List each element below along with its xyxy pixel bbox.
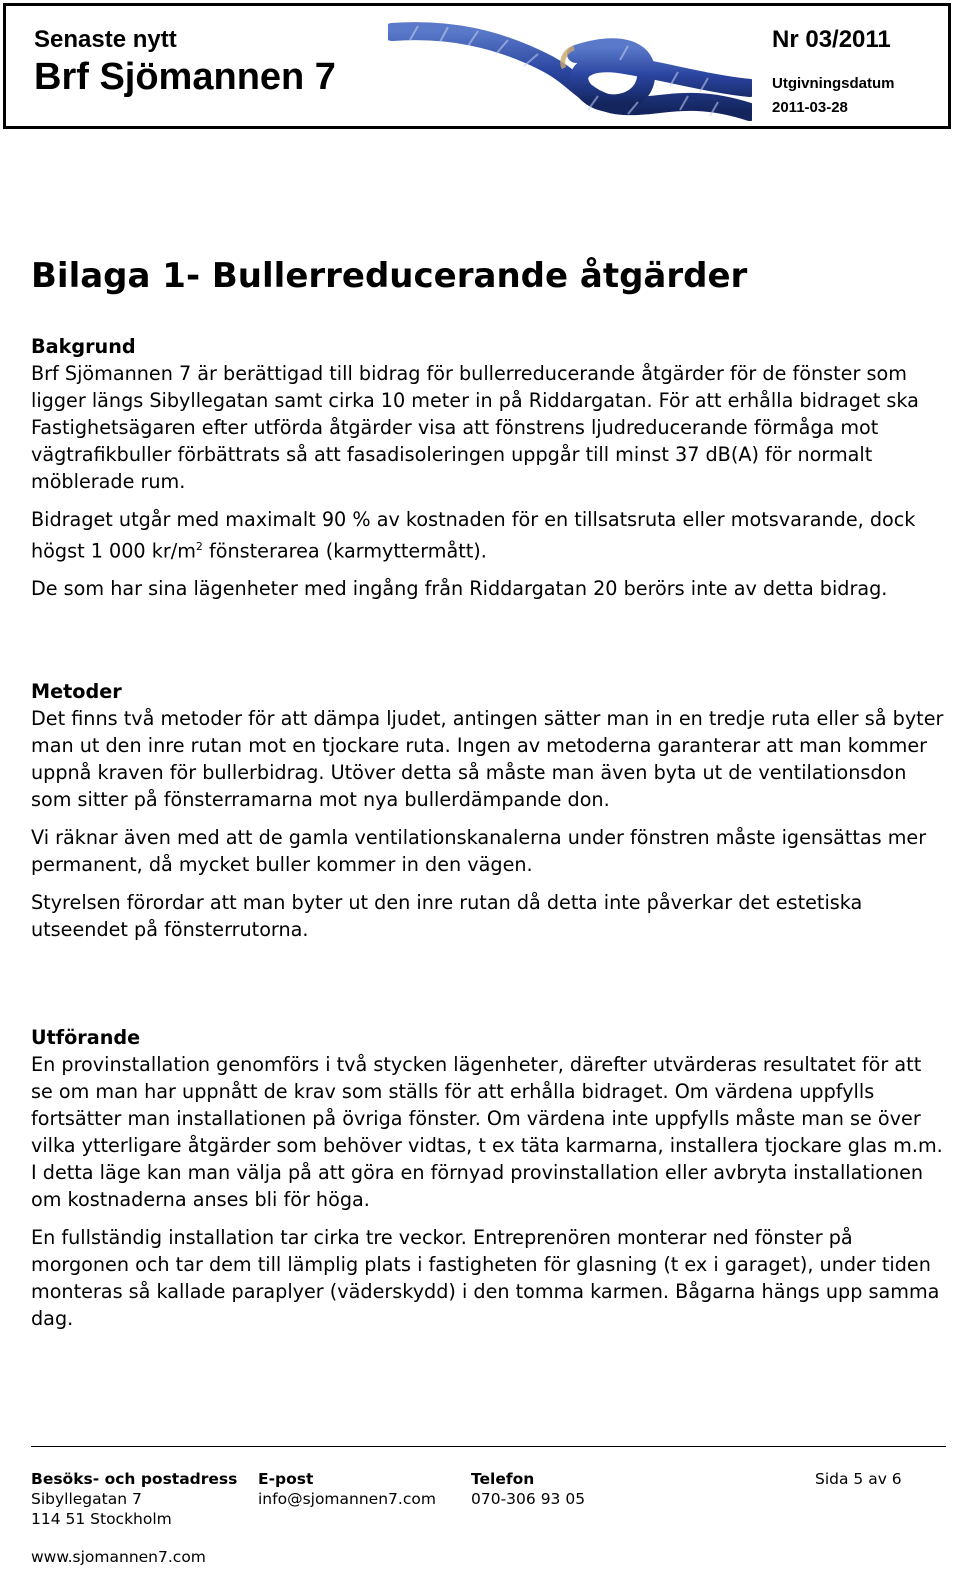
paragraph: En fullständig installation tar cirka tre veckor. Entreprenören monterar ned fönster på morgonen och tar dem till lämplig plats i fastigheten för glasning (t ex i garaget), under tiden monteras så kallade paraplyer (väderskydd) i den tomma karmen. Bågarna hängs upp samma dag. bbox=[31, 1226, 940, 1330]
paragraph: Vi räknar även med att de gamla ventilationskanalerna under fönstren måste igensättas mer permanent, då mycket buller kommer in den vägen. bbox=[31, 826, 927, 876]
section-heading: Utförande bbox=[31, 1026, 141, 1049]
page-title: Bilaga 1- Bullerreducerande åtgärder bbox=[31, 256, 748, 296]
paragraph-text: fönsterarea (karmyttermått). bbox=[202, 539, 487, 563]
website-link[interactable]: www.sjomannen7.com bbox=[31, 1548, 206, 1566]
paragraph: Brf Sjömannen 7 är berättigad till bidrag för bullerreducerande åtgärder för de fönster som ligger längs Sibyllegatan samt cirka 10 meter in på Riddargatan. För att erhålla bidraget ska Fastighetsägaren efter utförda åtgärder visa att fönstrens ljudreducerande förmåga mot vägtrafikbuller förbättrats så att fasadisoleringen uppgår till minst 37 dB(A) för normalt möblerade rum. bbox=[31, 362, 919, 493]
footer-email bbox=[258, 1469, 436, 1509]
section-utforande bbox=[31, 1024, 946, 1343]
section-bakgrund bbox=[31, 333, 946, 613]
newsletter-header bbox=[3, 3, 951, 129]
pubdate-label: Utgivningsdatum bbox=[772, 75, 895, 92]
section-metoder bbox=[31, 678, 946, 954]
footer-divider bbox=[31, 1446, 946, 1447]
issue-number: Nr 03/2011 bbox=[772, 26, 891, 53]
footer-address bbox=[31, 1469, 237, 1529]
association-name: Brf Sjömannen 7 bbox=[34, 56, 336, 98]
email-address[interactable]: info@sjomannen7.com bbox=[258, 1490, 436, 1508]
paragraph-text: Bidraget utgår med maximalt 90 % av kostnaden för en tillsatsruta eller motsvarande, dock högst 1 000 kr/m bbox=[31, 508, 916, 563]
phone-label: Telefon bbox=[471, 1470, 535, 1488]
paragraph: En provinstallation genomförs i två stycken lägenheter, därefter utvärderas resultatet för att se om man har uppnått de krav som ställs för att erhålla bidraget. Om värdena uppfylls fortsätter man installationen på övriga fönster. Om värdena inte uppfylls måste man se över vilka ytterligare åtgärder som behöver vidtas, t ex täta karmarna, installera tjockare glas m.m. I detta läge kan man välja på att göra en förnyad provinstallation eller avbryta installationen om kostnaderna anses bli för höga. bbox=[31, 1053, 943, 1211]
section-heading: Bakgrund bbox=[31, 335, 136, 358]
page-number: Sida 5 av 6 bbox=[815, 1470, 902, 1488]
pubdate: 2011-03-28 bbox=[772, 99, 848, 116]
address-street: Sibyllegatan 7 bbox=[31, 1490, 142, 1508]
header-kicker: Senaste nytt bbox=[34, 26, 177, 53]
address-label: Besöks- och postadress bbox=[31, 1470, 238, 1488]
address-city: 114 51 Stockholm bbox=[31, 1510, 172, 1528]
superscript: 2 bbox=[195, 540, 203, 553]
footer-phone bbox=[471, 1469, 585, 1509]
phone-number: 070-306 93 05 bbox=[471, 1490, 586, 1508]
paragraph bbox=[31, 506, 946, 564]
paragraph: Det finns två metoder för att dämpa ljudet, antingen sätter man in en tredje ruta eller så byter man ut den inre rutan mot en tjockare ruta. Ingen av metoderna garanterar att man kommer uppnå kraven för bullerbidrag. Utöver detta så måste man även byta ut de ventilationsdon som sitter på fönsterramarna mot nya bullerdämpande don. bbox=[31, 707, 944, 811]
section-heading: Metoder bbox=[31, 680, 122, 703]
paragraph: Styrelsen förordar att man byter ut den inre rutan då detta inte påverkar det estetiska utseendet på fönsterrutorna. bbox=[31, 891, 863, 941]
paragraph: De som har sina lägenheter med ingång från Riddargatan 20 berörs inte av detta bidrag. bbox=[31, 577, 888, 601]
email-label: E-post bbox=[258, 1470, 314, 1488]
rope-knot-image bbox=[388, 20, 752, 128]
